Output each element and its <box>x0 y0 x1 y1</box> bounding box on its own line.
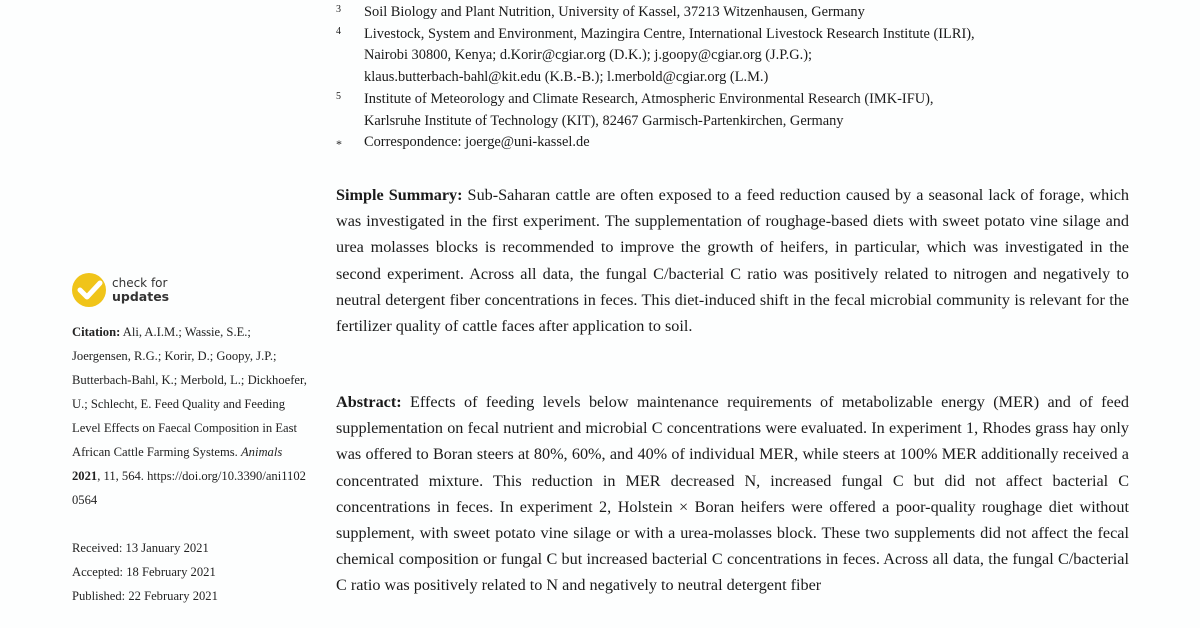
affiliation-3 <box>336 2 1136 24</box>
abstract-label: Abstract: <box>336 393 402 411</box>
citation-volume: , 11, 564. <box>97 469 148 483</box>
check-for-label: check for <box>112 276 168 290</box>
date-label: Accepted: <box>72 565 124 579</box>
citation-doi-link[interactable]: https://doi.org/10.3390/ani11020564 <box>72 469 306 507</box>
citation-label: Citation: <box>72 325 121 339</box>
abstract-text: Effects of feeding levels below maintenance requirements of metabolizable energy (MER) and of feed supplementation on fecal nutrient and microbial C concentrations were evaluated. In experiment 1, Rhodes grass hay only was offered to Boran steers at 80%, 60%, and 40% of individual MER, while steers at 100% MER additionally received a concentrated mixture. This reduction in MER decreased N, increased fungal C but did not affect bacterial C concentrations in feces. In experiment 2, Holstein × Boran heifers were offered a poor-quality roughage diet without supplement, with sweet potato vine silage or with a urea-molasses block. These two supplements did not affect the fecal chemical composition or fungal C but increased bacterial C concentrations in feces. Across all data, the fungal C/bacterial C ratio was positively related to N and negatively to neutral detergent fiber <box>336 393 1129 595</box>
date-received <box>72 536 312 560</box>
correspondence-marker: * <box>336 137 342 152</box>
citation-year: 2021 <box>72 469 98 483</box>
affiliation-line: Karlsruhe Institute of Technology (KIT), 82467 Garmisch-Partenkirchen, Germany <box>364 112 844 129</box>
affiliation-marker: 5 <box>336 90 341 102</box>
citation-journal: Animals <box>240 445 283 459</box>
affiliation-list <box>336 2 1136 154</box>
simple-summary <box>336 182 1129 339</box>
affiliation-line[interactable]: klaus.butterbach-bahl@kit.edu (K.B.-B.); l.merbold@cgiar.org (L.M.) <box>364 69 769 86</box>
publication-dates <box>72 536 312 608</box>
affiliation-line: Soil Biology and Plant Nutrition, University of Kassel, 37213 Witzenhausen, Germany <box>364 4 865 20</box>
date-label: Received: <box>72 541 123 555</box>
check-for-updates-button[interactable] <box>72 272 312 308</box>
simple-summary-text: Sub-Saharan cattle are often exposed to a feed reduction caused by a seasonal lack of forage, which was investigated in the first experiment. The supplementation of roughage-based diets with sweet potato vine silage and urea molasses blocks is recommended to improve the growth of heifers, in particular, which was investigated in the second experiment. Across all data, the fungal C/bacterial C ratio was positively related to nitrogen and negatively to neutral detergent fiber concentrations in feces. This diet-induced shift in the fecal microbial community is relevant for the fertilizer quality of cattle faces after application to soil. <box>336 186 1129 336</box>
citation <box>72 320 312 512</box>
affiliation-4 <box>336 24 1136 89</box>
correspondence-email[interactable]: Correspondence: joerge@uni-kassel.de <box>364 134 590 151</box>
updates-label: updates <box>112 289 170 304</box>
date-value: 22 February 2021 <box>128 589 218 603</box>
affiliation-marker: 3 <box>336 4 341 15</box>
date-value: 13 January 2021 <box>125 541 209 555</box>
date-label: Published: <box>72 589 126 603</box>
abstract <box>336 389 1129 599</box>
citation-authors: Ali, A.I.M.; Wassie, S.E.; Joergensen, R.G.; Korir, D.; Goopy, J.P.; Butterbach-Bahl, K.; Merbold, L.; Dickhoefer, U.; Schlecht, E. Feed Quality and Feeding Level Effects on Faecal Composition in East African Cattle Farming Systems. <box>72 325 307 459</box>
article-sidebar <box>72 272 312 608</box>
affiliation-line[interactable]: Nairobi 30800, Kenya; d.Korir@cgiar.org (D.K.); j.goopy@cgiar.org (J.P.G.); <box>364 47 813 64</box>
date-published <box>72 584 312 608</box>
date-accepted <box>72 560 312 584</box>
affiliation-line: Institute of Meteorology and Climate Research, Atmospheric Environmental Research (IMK-IFU), <box>364 90 934 107</box>
correspondence <box>336 132 1136 154</box>
checkmark-icon <box>72 273 106 307</box>
date-value: 18 February 2021 <box>126 565 216 579</box>
simple-summary-label: Simple Summary: <box>336 186 463 204</box>
affiliation-marker: 4 <box>336 25 341 37</box>
affiliation-5 <box>336 89 1136 132</box>
affiliation-line: Livestock, System and Environment, Mazingira Centre, International Livestock Research Institute (ILRI), <box>364 25 975 42</box>
